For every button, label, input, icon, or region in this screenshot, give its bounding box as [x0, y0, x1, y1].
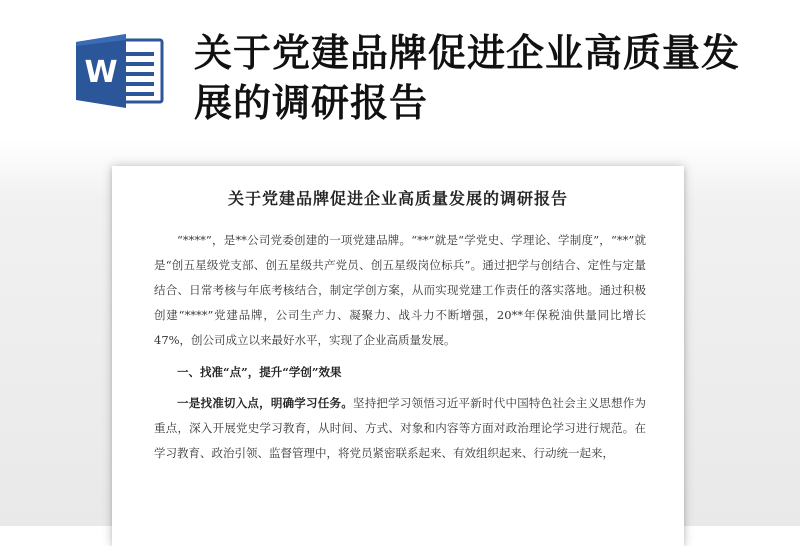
header-banner	[0, 0, 800, 140]
body-paragraph-2	[154, 391, 646, 466]
section-heading-1: 一、找准“点”，提升“学创”效果	[177, 365, 342, 379]
document-page	[112, 166, 684, 546]
intro-paragraph: “****”，是**公司党委创建的一项党建品牌。“**”就是“学党史、学理论、学制度”，“**”就是“创五星级党支部、创五星级共产党员、创五星级岗位标兵”。通过把学与创结合、定性与定量结合、日常考核与年底考核结合，制定学创方案，从而实现党建工作责任的落实落地。通过积极创建“****”党建品牌，公司生产力、凝聚力、战斗力不断增强，20**年保税油供量同比增长47%，创公司成立以来最好水平，实现了企业高质量发展。	[154, 233, 646, 347]
page-title: 关于党建品牌促进企业高质量发展的调研报告	[194, 31, 741, 125]
paragraph-lead-text: 一是找准切入点，明确学习任务。	[177, 396, 353, 410]
paragraph-text: 坚持把学习领悟习近平新时代中国特色社会主义思想作为重点，深入开展党史学习教育，从时间、方式、对象和内容等方面对政治理论学习进行规范。在学习教育、政治引领、监督管理中，将党员紧密联系起来、有效组织起来、行动统一起来，	[154, 396, 647, 460]
word-document-icon	[76, 34, 164, 108]
document-title: 关于党建品牌促进企业高质量发展的调研报告	[227, 189, 568, 208]
document-body	[154, 228, 646, 466]
logo-letter: W	[84, 55, 118, 90]
